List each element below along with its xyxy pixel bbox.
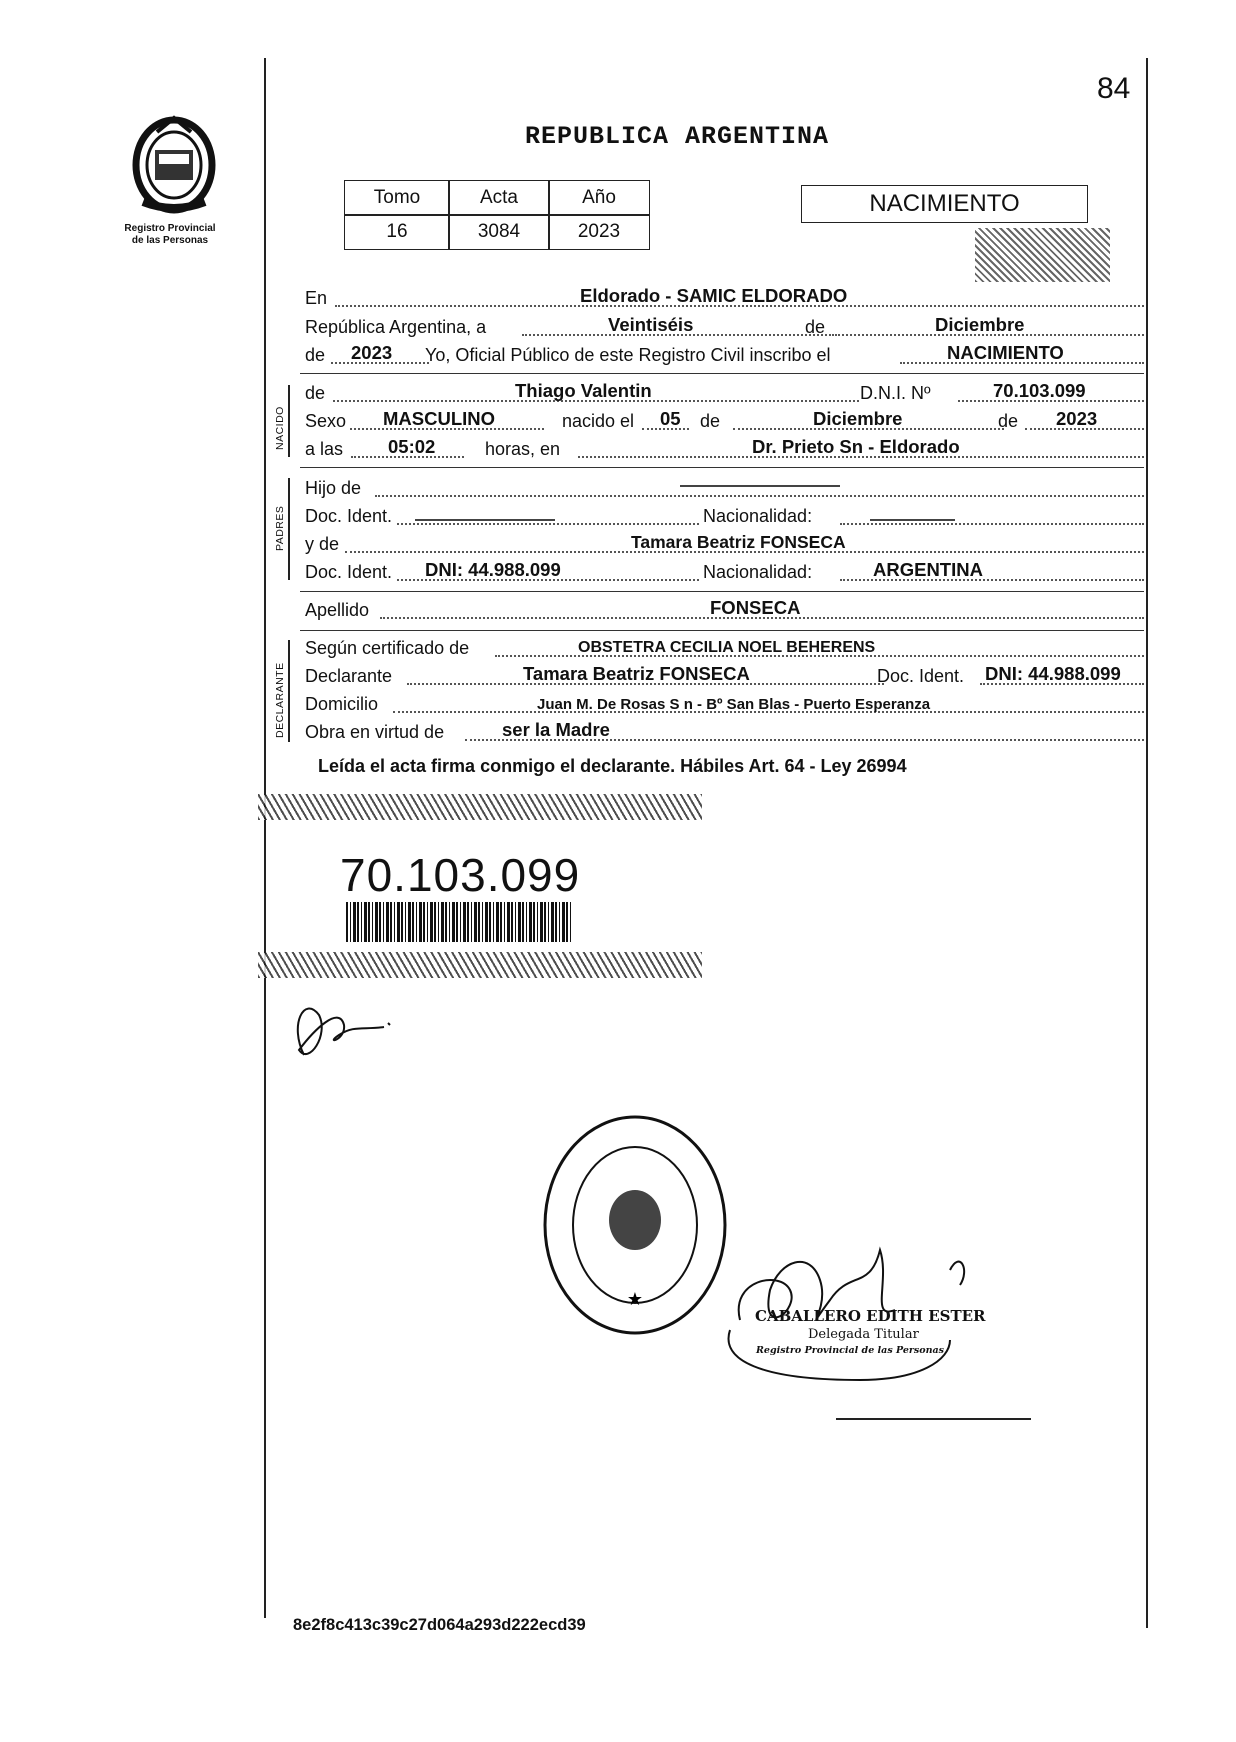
row-doc-madre: [305, 557, 1144, 587]
registry-caption: Registro Provincial de las Personas: [124, 223, 216, 246]
header-acta: Acta: [448, 180, 550, 216]
label-domicilio: Domicilio: [305, 694, 379, 714]
label-de3: de: [700, 411, 721, 431]
row-madre: [305, 529, 1144, 559]
label-de: de: [805, 317, 826, 337]
side-label-nacido: NACIDO: [274, 406, 286, 450]
document-hash: 8e2f8c413c39c27d064a293d222ecd39: [293, 1616, 586, 1634]
barcode: [346, 902, 571, 942]
row-certificado: [305, 633, 1144, 663]
label-hijo-de: Hijo de: [305, 478, 362, 498]
value-nacido-mes: Diciembre: [813, 408, 903, 429]
value-acta: 3084: [448, 214, 550, 250]
value-sexo: MASCULINO: [383, 408, 496, 429]
redaction-mark-nac: [870, 519, 955, 521]
value-obra: ser la Madre: [502, 719, 610, 740]
value-nombre: Thiago Valentin: [515, 380, 652, 401]
bracket-padres: [288, 478, 290, 580]
security-hologram: [975, 228, 1110, 282]
value-anio: 2023: [548, 214, 650, 250]
row-sexo: [305, 406, 1144, 436]
official-stamp: [538, 1110, 733, 1340]
svg-text:★: ★: [626, 1289, 644, 1310]
left-border-line: [264, 58, 266, 1618]
label-republica: República Argentina, a: [305, 317, 487, 337]
row-declarante: [305, 661, 1144, 691]
row-fecha: [305, 312, 1144, 342]
official-name: CABALLERO EDITH ESTER: [755, 1307, 986, 1325]
separator-1: [300, 373, 1144, 374]
value-hora: 05:02: [388, 436, 436, 457]
value-doc-madre: DNI: 44.988.099: [425, 559, 561, 580]
separator-3: [300, 591, 1144, 592]
label-sexo: Sexo: [305, 411, 347, 431]
value-dia: Veintiséis: [608, 314, 694, 335]
value-apellido: FONSECA: [710, 597, 801, 618]
value-nacido-anio: 2023: [1056, 408, 1098, 429]
value-nacido-dia: 05: [660, 408, 681, 429]
value-lugar: Eldorado - SAMIC ELDORADO: [580, 285, 848, 306]
value-domicilio: Juan M. De Rosas S n - Bº San Blas - Puerto Esperanza: [537, 696, 931, 713]
label-nacionalidad-2: Nacionalidad:: [703, 562, 813, 582]
official-signature-line: [836, 1418, 1031, 1420]
security-pattern-top: [258, 794, 702, 820]
side-label-declarante: DECLARANTE: [274, 662, 286, 738]
value-tomo: 16: [344, 214, 450, 250]
label-declarante: Declarante: [305, 666, 393, 686]
label-nacionalidad-1: Nacionalidad:: [703, 506, 813, 526]
row-lugar: [305, 283, 1144, 313]
closing-statement: Leída el acta firma conmigo el declarante. Hábiles Art. 64 - Ley 26994: [318, 756, 907, 776]
row-hora: [305, 434, 1144, 464]
barcode-number: 70.103.099: [340, 849, 581, 901]
label-horas-en: horas, en: [485, 439, 561, 459]
label-a-las: a las: [305, 439, 344, 459]
row-nombre: [305, 378, 1144, 408]
official-org: Registro Provincial de las Personas: [756, 1345, 945, 1356]
label-nombre: de: [305, 383, 326, 403]
label-nacido-el: nacido el: [562, 411, 635, 431]
label-decl-doc: Doc. Ident.: [877, 666, 965, 686]
label-de4: de: [998, 411, 1019, 431]
bracket-nacido: [288, 385, 290, 457]
label-dni: D.N.I. Nº: [860, 383, 931, 403]
separator-2: [300, 467, 1144, 468]
label-de2: de: [305, 345, 326, 365]
declarant-signature: [284, 985, 404, 1080]
security-pattern-bottom: [258, 952, 702, 978]
row-domicilio: [305, 689, 1144, 719]
label-obra: Obra en virtud de: [305, 722, 445, 742]
value-anio: 2023: [351, 342, 393, 363]
side-label-padres: PADRES: [274, 505, 286, 551]
row-obra: [305, 717, 1144, 747]
right-border-line: [1146, 58, 1148, 1628]
header-tomo: Tomo: [344, 180, 450, 216]
label-y-de: y de: [305, 534, 340, 554]
value-declarante: Tamara Beatriz FONSECA: [523, 663, 750, 684]
row-apellido: [305, 595, 1144, 625]
redaction-mark-doc: [415, 519, 555, 521]
value-mes: Diciembre: [935, 314, 1025, 335]
value-madre: Tamara Beatriz FONSECA: [631, 532, 846, 552]
label-apellido: Apellido: [305, 600, 370, 620]
separator-4: [300, 630, 1144, 631]
value-nacionalidad-madre: ARGENTINA: [873, 559, 983, 580]
page-number: 84: [1097, 72, 1131, 105]
row-doc-padre: [305, 501, 1144, 531]
header-anio: Año: [548, 180, 650, 216]
value-lugar-nacimiento: Dr. Prieto Sn - Eldorado: [752, 436, 960, 457]
row-inscripcion: [305, 340, 1144, 370]
row-hijo-de: [305, 473, 1144, 503]
province-seal-logo: [121, 110, 227, 220]
value-dni: 70.103.099: [993, 380, 1086, 401]
value-decl-doc: DNI: 44.988.099: [985, 663, 1121, 684]
label-doc-ident-2: Doc. Ident.: [305, 562, 393, 582]
document-type-box: NACIMIENTO: [801, 185, 1088, 223]
value-inscribo: NACIMIENTO: [947, 342, 1064, 363]
bracket-declarante: [288, 640, 290, 742]
official-role: Delegada Titular: [808, 1327, 919, 1342]
redaction-mark-padre: [680, 485, 840, 487]
document-title: REPUBLICA ARGENTINA: [525, 122, 830, 151]
label-inscribo: Yo, Oficial Público de este Registro Civil inscribo el: [425, 345, 831, 365]
value-certificado: OBSTETRA CECILIA NOEL BEHERENS: [578, 639, 876, 656]
label-certificado: Según certificado de: [305, 638, 470, 658]
label-doc-ident-1: Doc. Ident.: [305, 506, 393, 526]
label-en: En: [305, 288, 328, 308]
